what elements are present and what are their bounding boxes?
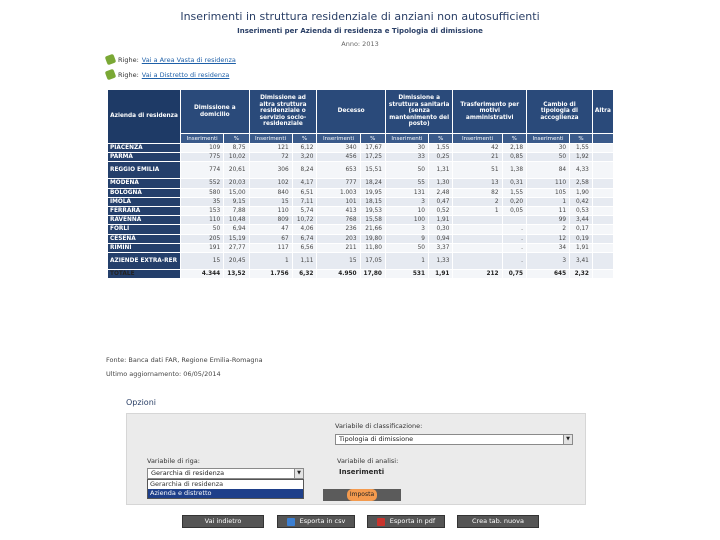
table-cell: 20,61 [224,162,249,179]
table-cell: 10,48 [224,216,249,225]
table-cell: 4.344 [181,269,224,278]
table-cell: . [502,234,526,243]
row-name[interactable]: MODENA [108,179,181,188]
table-cell: 15,58 [360,216,385,225]
row-name[interactable]: REGGIO EMILIA [108,162,181,179]
table-row [108,216,614,225]
back-label: Vai indietro [204,517,242,525]
table-cell: 1,91 [570,243,593,252]
table-cell: 4,33 [570,162,593,179]
table-cell [592,216,613,225]
table-cell: 47 [249,225,292,234]
sub-header [592,134,613,144]
back-button[interactable] [182,515,264,528]
table-cell: 2 [527,225,570,234]
table-cell: 84 [527,162,570,179]
table-cell: 2 [453,197,502,206]
submit-label: Imposta [347,489,377,501]
rows-selector-distretto [106,70,229,79]
table-cell: 110 [249,206,292,215]
table-cell [502,216,526,225]
row-header: Azienda di residenza [108,90,181,144]
table-cell: 552 [181,179,224,188]
group-header: Dimissione a struttura sanitaria (senza mantenimento del posto) [385,90,453,134]
table-cell [453,216,502,225]
table-cell: 105 [527,188,570,197]
table-cell: 191 [181,243,224,252]
table-cell [592,206,613,215]
table-cell: 3 [527,252,570,269]
table-cell: 205 [181,234,224,243]
table-cell: 0,42 [570,197,593,206]
table-cell: . [502,243,526,252]
table-cell: 30 [527,144,570,153]
table-cell: 131 [385,188,428,197]
pdf-icon [377,518,385,526]
table-cell: 9 [385,234,428,243]
sub-header: % [224,134,249,144]
table-cell [592,162,613,179]
page-title: Inserimenti in struttura residenziale di anziani non autosufficienti [180,10,540,23]
table-cell [592,252,613,269]
table-cell: 2,48 [429,188,453,197]
table-cell: 1,91 [429,269,453,278]
link-area-vasta[interactable]: Vai a Area Vasta di residenza [141,55,236,64]
row-name[interactable]: BOLOGNA [108,188,181,197]
table-cell [592,179,613,188]
table-cell: 1 [453,206,502,215]
table-row [108,234,614,243]
table-cell: 18,15 [360,197,385,206]
table-row [108,179,614,188]
table-cell: 6,12 [292,144,317,153]
table-cell [453,225,502,234]
table-cell: 15,19 [224,234,249,243]
table-row [108,206,614,215]
table-cell: 809 [249,216,292,225]
table-row [108,153,614,162]
table-cell: 1,33 [429,252,453,269]
table-cell: 777 [317,179,360,188]
sub-header: Inserimenti [249,134,292,144]
table-cell: 55 [385,179,428,188]
table-cell: 10 [385,206,428,215]
table-cell: 6,51 [292,188,317,197]
chevron-down-icon[interactable]: ▼ [294,469,303,478]
table-cell: 413 [317,206,360,215]
table-cell: 20,45 [224,252,249,269]
table-cell: 21,66 [360,225,385,234]
table-cell: 456 [317,153,360,162]
table-cell: 50 [385,243,428,252]
sub-header: % [502,134,526,144]
table-cell: 7,11 [292,197,317,206]
table-cell: 33 [385,153,428,162]
table-cell: 15,51 [360,162,385,179]
table-cell: 15,00 [224,188,249,197]
table-cell: 840 [249,188,292,197]
sub-header: Inserimenti [385,134,428,144]
table-cell: 3 [385,197,428,206]
table-cell: 0,52 [429,206,453,215]
export-csv-label: Esporta in csv [299,517,346,525]
table-cell: 17,67 [360,144,385,153]
new-table-button[interactable] [457,515,539,528]
link-distretto[interactable]: Vai a Distretto di residenza [141,70,230,79]
table-cell: 15 [181,252,224,269]
table-cell: 110 [527,179,570,188]
table-cell: 102 [249,179,292,188]
table-cell: 13 [453,179,502,188]
table-cell: 5,74 [292,206,317,215]
table-cell: 6,74 [292,234,317,243]
classification-label: Variabile di classificazione: [335,422,423,430]
table-row [108,225,614,234]
table-cell: 3,37 [429,243,453,252]
group-header: Trasferimento per motivi amministrativi [453,90,527,134]
table-cell: 531 [385,269,428,278]
table-cell: 6,32 [292,269,317,278]
table-cell: 212 [453,269,502,278]
table-cell: 110 [181,216,224,225]
table-cell [453,252,502,269]
source-note: Fonte: Banca dati FAR, Regione Emilia-Romagna [106,356,263,364]
table-cell: 4,17 [292,179,317,188]
table-cell: 1,55 [570,144,593,153]
table-cell: 27,77 [224,243,249,252]
table-cell: 19,53 [360,206,385,215]
export-pdf-label: Esporta in pdf [389,517,436,525]
table-cell: 13,52 [224,269,249,278]
group-header: Altra [592,90,613,134]
table-cell: 20,03 [224,179,249,188]
row-name[interactable]: CESENA [108,234,181,243]
table-cell: 17,05 [360,252,385,269]
table-cell: 2,58 [570,179,593,188]
table-cell: 3,20 [292,153,317,162]
row-name[interactable]: PIACENZA [108,144,181,153]
sub-header: Inserimenti [453,134,502,144]
table-cell: 1 [385,252,428,269]
table-cell: 211 [317,243,360,252]
table-cell: 0,05 [502,206,526,215]
table-cell: 1 [249,252,292,269]
table-cell: 30 [385,144,428,153]
new-table-label: Crea tab. nuova [472,517,524,525]
analysis-label: Variabile di analisi: [337,457,399,465]
options-title: Opzioni [126,398,156,407]
dropdown-option-selected[interactable]: Azienda e distretto [148,489,303,498]
group-header: Dimissione a domicilio [181,90,249,134]
data-table [107,89,614,279]
table-cell [592,269,613,278]
sub-header: % [292,134,317,144]
row-name[interactable]: AZIENDE EXTRA-RER [108,252,181,269]
table-cell: 15 [317,252,360,269]
table-cell: 1.003 [317,188,360,197]
table-cell: 0,30 [429,225,453,234]
table-cell: 3 [385,225,428,234]
table-row [108,162,614,179]
table-cell: 0,20 [502,197,526,206]
table-cell: 1,55 [502,188,526,197]
row-variable-select[interactable] [147,468,304,479]
chevron-down-icon[interactable]: ▼ [563,435,572,444]
table-cell: 4,06 [292,225,317,234]
table-cell: 580 [181,188,224,197]
table-cell: 3,41 [570,252,593,269]
table-cell: 0,94 [429,234,453,243]
table-cell: 117 [249,243,292,252]
table-cell: 51 [453,162,502,179]
sub-header: Inserimenti [181,134,224,144]
last-update-note: Ultimo aggiornamento: 06/05/2014 [106,370,221,378]
sub-header: Inserimenti [527,134,570,144]
rows-selector-area-vasta [106,55,236,64]
table-cell: 1 [527,197,570,206]
table-cell [592,144,613,153]
table-cell: . [502,225,526,234]
table-cell: 8,75 [224,144,249,153]
table-row [108,197,614,206]
table-row [108,252,614,269]
table-cell [592,188,613,197]
sub-header: % [429,134,453,144]
dropdown-option[interactable]: Gerarchia di residenza [150,480,224,488]
sub-header: % [360,134,385,144]
row-name[interactable]: FERRARA [108,206,181,215]
table-cell: 774 [181,162,224,179]
row-name[interactable]: PARMA [108,153,181,162]
table-cell: 1,38 [502,162,526,179]
table-cell: 109 [181,144,224,153]
table-cell: 99 [527,216,570,225]
group-header: Dimissione ad altra struttura residenziale o servizio socio-residenziale [249,90,317,134]
table-cell: 1,92 [570,153,593,162]
table-cell: 4.950 [317,269,360,278]
table-cell: 19,95 [360,188,385,197]
sub-header: Inserimenti [317,134,360,144]
table-cell: 35 [181,197,224,206]
table-cell: 72 [249,153,292,162]
table-cell: 42 [453,144,502,153]
export-pdf-button[interactable] [367,515,445,528]
table-cell [592,153,613,162]
classification-select[interactable] [335,434,573,445]
table-cell: 100 [385,216,428,225]
group-header: Cambio di tipologia di accoglienza [527,90,593,134]
rows-label: Righe: [118,55,139,64]
table-cell: 15 [249,197,292,206]
table-cell [592,243,613,252]
pencil-icon [105,69,117,81]
table-cell: 1,91 [429,216,453,225]
table-cell: 101 [317,197,360,206]
table-cell [592,225,613,234]
table-cell: 19,80 [360,234,385,243]
table-cell: 653 [317,162,360,179]
table-cell: 775 [181,153,224,162]
sub-header: % [570,134,593,144]
table-cell: 768 [317,216,360,225]
row-name[interactable]: RAVENNA [108,216,181,225]
table-cell: 236 [317,225,360,234]
table-cell: 82 [453,188,502,197]
table-cell: 0,17 [570,225,593,234]
table-cell: 153 [181,206,224,215]
table-cell: 17,25 [360,153,385,162]
pencil-icon [105,54,117,66]
table-row [108,188,614,197]
table-cell: 11 [527,206,570,215]
export-csv-button[interactable] [277,515,355,528]
row-variable-label: Variabile di riga: [147,457,200,465]
table-cell: 10,72 [292,216,317,225]
group-header: Decesso [317,90,385,134]
table-row [108,243,614,252]
table-cell: 50 [385,162,428,179]
row-name[interactable]: TOTALE [108,269,181,278]
table-cell: 6,94 [224,225,249,234]
table-cell: 645 [527,269,570,278]
table-row [108,269,614,278]
table-cell: 12 [527,234,570,243]
page-subtitle: Inserimenti per Azienda di residenza e Tipologia di dimissione [237,27,483,35]
row-variable-dropdown [147,479,304,499]
row-variable-value: Gerarchia di residenza [151,469,225,477]
table-cell [453,234,502,243]
table-cell: 0,25 [429,153,453,162]
table-cell: 18,24 [360,179,385,188]
table-cell: 1.756 [249,269,292,278]
table-cell: 0,31 [502,179,526,188]
table-cell: 306 [249,162,292,179]
table-cell: 1,31 [429,162,453,179]
table-cell: 1,55 [429,144,453,153]
table-row [108,144,614,153]
table-cell [592,197,613,206]
table-cell: 8,24 [292,162,317,179]
table-cell: 50 [527,153,570,162]
submit-button[interactable] [323,489,401,501]
table-cell: 0,75 [502,269,526,278]
table-cell: 10,02 [224,153,249,162]
table-cell: 1,90 [570,188,593,197]
table-cell [453,243,502,252]
csv-icon [287,518,295,526]
table-cell: 9,15 [224,197,249,206]
row-name[interactable]: IMOLA [108,197,181,206]
classification-value: Tipologia di dimissione [339,435,414,443]
table-cell: 2,32 [570,269,593,278]
table-cell: 17,80 [360,269,385,278]
table-cell: 3,44 [570,216,593,225]
table-cell: 1,11 [292,252,317,269]
table-cell: 7,88 [224,206,249,215]
table-cell: 6,56 [292,243,317,252]
table-cell: 67 [249,234,292,243]
row-name[interactable]: FORLÌ [108,225,181,234]
year-label: Anno: 2013 [341,40,379,48]
table-cell: 11,80 [360,243,385,252]
table-cell: 203 [317,234,360,243]
rows-label: Righe: [118,70,139,79]
options-panel [126,413,586,505]
table-cell: 50 [181,225,224,234]
row-name[interactable]: RIMINI [108,243,181,252]
table-cell: 121 [249,144,292,153]
table-cell: . [502,252,526,269]
table-cell: 2,18 [502,144,526,153]
table-cell: 21 [453,153,502,162]
table-cell: 340 [317,144,360,153]
table-cell: 1,30 [429,179,453,188]
table-cell: 0,85 [502,153,526,162]
analysis-value: Inserimenti [339,468,385,476]
table-cell: 0,47 [429,197,453,206]
table-cell [592,234,613,243]
table-cell: 0,19 [570,234,593,243]
table-cell: 34 [527,243,570,252]
table-cell: 0,53 [570,206,593,215]
